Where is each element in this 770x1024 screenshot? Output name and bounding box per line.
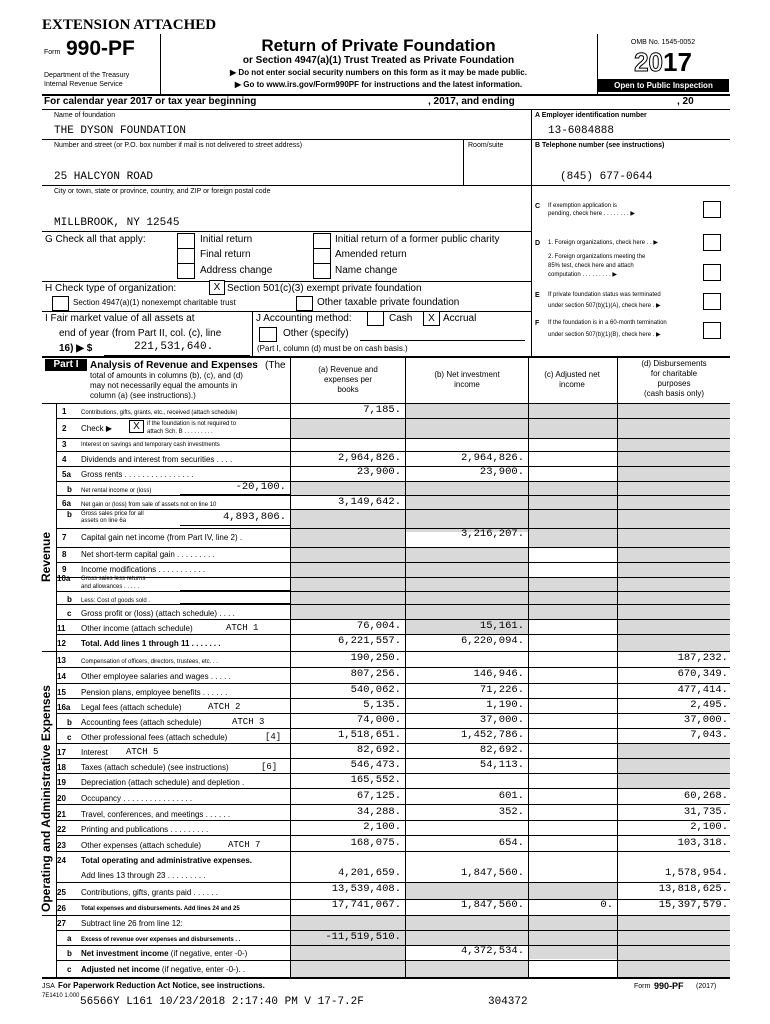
line-21-col-d: 31,735. [683,806,728,818]
line-5b-label: Net rental income or (loss) [81,488,152,494]
rule-h [42,311,531,312]
line-12-col-a: 6,221,557. [337,635,401,647]
ein-label: A Employer identification number [535,112,647,119]
d2-text-2: 85% test, check here and attach [548,263,634,269]
part1-desc-2: may not necessarily equal the amounts in [90,381,238,390]
name-change-checkbox[interactable] [313,263,331,279]
ssn-warning: ▶ Do not enter social security numbers on this form as it may be made public. [230,68,527,77]
name-label: Name of foundation [54,112,116,119]
line-5a-col-b: 23,900. [479,466,524,478]
line-16c-col-a: 1,518,651. [337,729,401,741]
c-checkbox[interactable] [703,201,721,218]
room-suite-label: Room/suite [468,142,504,149]
e-label: E [535,292,540,299]
line-26-col-c: 0. [600,899,613,911]
line-14-col-a: 807,256. [350,668,401,680]
f-text-2: under section 507(b)(1)(B), check here . ▶ [548,332,661,338]
dept-treasury: Department of the Treasury [44,72,130,79]
line-6b-value: 4,893,806. [222,511,286,523]
line-18-label: Taxes (attach schedule) (see instructions) [81,763,229,772]
line-11-col-a: 76,004. [356,620,401,632]
phone-value: (845) 677-0644 [560,171,653,183]
i-line-2: end of year (from Part II, col. (c), line [59,328,222,339]
line-18-col-a: 546,473. [350,759,401,771]
line-5a-label: Gross rents . . . . . . . . . . . . . . . . [81,470,194,479]
line-7-label: Capital gain net income (from Part IV, line 2) . [81,533,243,542]
address-change-label: Address change [200,265,273,276]
col-d-head-3: purposes [657,379,691,388]
4947-label: Section 4947(a)(1) nonexempt charitable trust [73,298,236,307]
line-23-attachment: ATCH 7 [228,840,261,850]
footer-form-label: Form [634,983,651,990]
line-16a-label: Legal fees (attach schedule) [81,703,182,712]
line-18-attachment: [6] [261,762,278,772]
ein-value: 13-6084888 [548,125,615,137]
col-a-head-1: (a) Revenue and [318,365,378,374]
line-25-col-a: 13,539,408. [331,883,401,895]
line-27b-label: Net investment income (if negative, enter -0-) [81,949,248,958]
line-7-col-b: 3,216,207. [460,528,524,540]
other-taxable-checkbox[interactable] [296,296,313,311]
part1-title: Analysis of Revenue and Expenses [90,360,258,371]
line-24-label: Total operating and administrative expenses. [81,856,253,865]
line-5b-value: -20,100. [235,481,286,493]
print-number: 304372 [488,996,528,1008]
i-line-3: 16) ▶ $ [59,343,93,354]
name-change-label: Name change [335,265,398,276]
line-16a-col-a: 5,135. [363,699,401,711]
cash-basis-note: (Part I, column (d) must be on cash basis.) [257,344,408,353]
instructions-link: ▶ Go to www.irs.gov/Form990PF for instructions and the latest information. [234,80,523,89]
initial-former-charity-label: Initial return of a former public charity [335,234,500,245]
form-subtitle: or Section 4947(a)(1) Trust Treated as Private Foundation [242,55,515,66]
f-checkbox[interactable] [703,322,721,339]
footer-form-year: (2017) [696,983,717,990]
line-16a-attachment: ATCH 2 [208,702,241,712]
line-16c-col-b: 1,452,786. [460,729,524,741]
line-14-label: Other employee salaries and wages . . . . . [81,672,231,681]
line-21-col-b: 352. [498,806,524,818]
amended-return-label: Amended return [335,249,407,260]
line-2-text-a: if the foundation is not required to [147,421,237,427]
line-27-label: Subtract line 26 from line 12: [81,919,183,928]
line-10c-label: Gross profit or (loss) (attach schedule) . . . . [81,609,235,618]
initial-return-label: Initial return [200,234,253,245]
line-26-col-d: 15,397,579. [658,899,728,911]
line-15-col-d: 477,414. [677,684,728,696]
line-15-col-b: 71,226. [479,684,524,696]
part1-title-tail: (The [265,360,286,371]
omb-number: OMB No. 1545-0052 [630,39,696,46]
part1-desc-1: total of amounts in columns (b), (c), and (d) [90,371,243,380]
col-d-head-4: (cash basis only) [643,389,705,398]
d-label: D [535,240,541,247]
line-20-label: Occupancy . . . . . . . . . . . . . . . . [81,794,193,803]
line-15-label: Pension plans, employee benefits . . . . . . [81,688,228,697]
line-16c-col-d: 7,043. [690,729,728,741]
org-divider [531,109,532,281]
address-change-checkbox[interactable] [177,263,195,279]
year-bold: 17 [663,47,692,77]
line-6a-col-a: 3,149,642. [337,496,401,508]
line-16c-attachment: [4] [265,732,282,742]
line-23-label: Other expenses (attach schedule) [81,841,202,850]
initial-return-checkbox[interactable] [177,233,195,249]
line-13-col-a: 190,250. [350,652,401,664]
line-4-col-b: 2,964,826. [460,452,524,464]
initial-former-charity-checkbox[interactable] [313,233,331,249]
year-outline: 20 [634,47,663,77]
line-16a-col-b: 1,190. [486,699,524,711]
line-6b-label-1: Gross sales price for all [81,511,144,517]
col-a-head-2: expenses per [323,375,373,384]
rule-name [42,139,730,140]
rule-street [42,185,730,186]
accrual-checkbox[interactable]: X [423,311,440,326]
line-26-label: Total expenses and disbursements. Add lines 24 and 25 [81,906,240,912]
room-divider [463,139,464,185]
def-divider [531,281,532,356]
line-19-label: Depreciation (attach schedule) and depletion . [81,778,245,787]
part1-desc-3: column (a) (see instructions).) [90,391,196,400]
form-number: 990-PF [66,37,135,60]
c-label: C [535,203,541,210]
line-27b-col-b: 4,372,534. [460,945,524,957]
line-21-label: Travel, conferences, and meetings . . . . . . [81,810,231,819]
jsa-label: JSA [42,983,55,990]
line-22-col-d: 2,100. [690,821,728,833]
ij-divider [252,311,253,356]
c-text-1: If exemption application is [548,203,618,209]
part1-badge: Part I [45,359,87,371]
amended-return-checkbox[interactable] [313,248,331,264]
irs-label: Internal Revenue Service [44,81,123,88]
4947-checkbox[interactable] [52,296,69,311]
e-text-1: If private foundation status was terminated [548,292,661,298]
d2-checkbox[interactable] [703,264,721,281]
d1-text: 1. Foreign organizations, check here . . ▶ [548,240,659,246]
line-23-col-d: 103,318. [677,837,728,849]
col-d-head-1: (d) Disbursements [641,359,707,368]
line-16a-col-d: 2,495. [690,699,728,711]
foundation-name: THE DYSON FOUNDATION [54,125,187,137]
cash-checkbox[interactable] [367,311,384,326]
d1-checkbox[interactable] [703,234,721,251]
footer-form-number: 990-PF [654,981,684,991]
line-12-col-b: 6,220,094. [460,635,524,647]
line-1-col-a: 7,185. [363,404,401,416]
other-method-line [360,340,525,341]
line-10b-label: Less: Cost of goods sold . [81,598,151,604]
rule-part1 [42,356,730,358]
col-b-head-2: income [454,380,480,389]
fmv-value: 221,531,640. [134,341,214,353]
rule-g [42,281,531,282]
c-text-2: pending, check here . . . . . . . . ▶ [548,211,635,217]
line-26-col-a: 17,741,067. [331,899,401,911]
tax-year [598,49,728,75]
line-21-col-a: 34,288. [356,806,401,818]
street-label: Number and street (or P.O. box number if mail is not delivered to street address) [54,142,303,149]
form-code: 7E1410 1.000 [42,993,80,999]
line-26-col-b: 1,847,560. [460,899,524,911]
line-9-label: Income modifications . . . . . . . . . . . [81,565,206,574]
form-title: Return of Private Foundation [261,36,496,55]
line-14-col-d: 670,349. [677,668,728,680]
line-11-label: Other income (attach schedule) [81,624,193,633]
d2-text-3: computation . . . . . . . . . ▶ [548,272,617,278]
e-checkbox[interactable] [703,293,721,310]
501c3-checkbox[interactable]: X [209,280,225,295]
line-5a-col-a: 23,900. [356,466,401,478]
line-16b-col-b: 37,000. [479,714,524,726]
calendar-year-label: For calendar year 2017 or tax year beginning [44,96,257,107]
other-method-checkbox[interactable] [259,327,277,342]
open-inspection-badge: Open to Public Inspection [598,79,729,92]
col-a-head-3: books [337,385,359,394]
h-label: H Check type of organization: [45,283,177,294]
col-d-head-2: for charitable [650,369,698,378]
f-label: F [535,320,540,327]
line-17-col-a: 82,692. [356,744,401,756]
line-25-col-d: 13,818,625. [658,883,728,895]
line-22-col-a: 2,100. [363,821,401,833]
line-17-label: Interest [81,748,108,757]
line-20-col-a: 67,125. [356,790,401,802]
print-stamp: 56566Y L161 10/23/2018 2:17:40 PM V 17-7.2F [80,996,364,1008]
col-b-head-1: (b) Net investment [434,370,500,379]
g-label: G Check all that apply: [45,234,146,245]
d2-text-1: 2. Foreign organizations meeting the [548,254,646,260]
line-20-col-d: 60,268. [683,790,728,802]
j-label: J Accounting method: [256,313,352,324]
line-24-col-b: 1,847,560. [460,867,524,879]
calendar-year-end: , 20 [677,96,694,107]
line-8-label: Net short-term capital gain . . . . . . . . . [81,550,215,559]
line-18-col-b: 54,113. [479,759,524,771]
line-16c-label: Other professional fees (attach schedule) [81,733,228,742]
city-state-zip: MILLBROOK, NY 12545 [54,217,180,229]
line-27c-label: Adjusted net income (if negative, enter -0-). . [81,965,246,974]
line-20-col-b: 601. [498,790,524,802]
line-2-checkbox[interactable]: X [129,420,144,433]
line-1-label: Contributions, gifts, grants, etc., received (attach schedule) [81,410,238,416]
line-11-col-b: 15,161. [479,620,524,632]
line-13-col-d: 187,232. [677,652,728,664]
line-11-attachment: ATCH 1 [226,623,259,633]
line-10a-label-2: and allowances . . . . . [81,584,140,590]
line-16b-col-a: 74,000. [356,714,401,726]
line-6b-label-2: assets on line 6a [81,518,127,524]
line-27a-label: Excess of revenue over expenses and disbursements . . [81,937,241,943]
line-13-label: Compensation of officers, directors, trustees, etc. . . [81,659,218,665]
line-16b-attachment: ATCH 3 [232,717,265,727]
line-4-label: Dividends and interest from securities . . . . [81,455,233,464]
line-16b-label: Accounting fees (attach schedule) [81,718,202,727]
i-line-1: I Fair market value of all assets at [45,313,195,324]
calendar-year-mid: , 2017, and ending [428,96,515,107]
e-text-2: under section 507(b)(1)(A), check here . ▶ [548,303,661,309]
expenses-side-label: Operating and Administrative Expenses [39,685,53,912]
line-25-label: Contributions, gifts, grants paid . . . . . . [81,888,218,897]
col-c-head-2: income [559,380,585,389]
form-label: Form [44,49,61,56]
final-return-label: Final return [200,249,251,260]
line-15-col-a: 540,062. [350,684,401,696]
line-6a-label: Net gain or (loss) from sale of assets not on line 10 [81,502,217,508]
col-c-head-1: (c) Adjusted net [544,370,600,379]
line-27a-col-a: -11,519,510. [325,931,401,943]
f-text-1: If the foundation is in a 60-month termination [548,320,667,326]
line-12-label: Total. Add lines 1 through 11 . . . . . . . [81,639,221,648]
line-24-col-d: 1,578,954. [664,867,728,879]
line-22-label: Printing and publications . . . . . . . . . [81,825,209,834]
extension-attached-stamp: EXTENSION ATTACHED [42,17,217,33]
line-23-col-a: 168,075. [350,837,401,849]
street-address: 25 HALCYON ROAD [54,171,154,183]
line-2-text-b: attach Sch. B . . . . . . . . . [147,429,213,435]
paperwork-notice: For Paperwork Reduction Act Notice, see instructions. [58,981,265,990]
cash-label: Cash [389,313,413,324]
line-23-col-b: 654. [498,837,524,849]
line-24-col-a: 4,201,659. [337,867,401,879]
revenue-side-label: Revenue [39,531,53,582]
final-return-checkbox[interactable] [177,248,195,264]
other-method-label: Other (specify) [283,328,349,339]
line-17-attachment: ATCH 5 [126,747,159,757]
line-16b-col-d: 37,000. [683,714,728,726]
line-2-label: Check ▶ [81,424,113,433]
line-19-col-a: 165,552. [350,774,401,786]
accrual-label: Accrual [443,313,477,324]
rule-calendar [42,109,730,110]
line-24-label-2: Add lines 13 through 23 . . . . . . . . . [81,871,206,880]
city-label: City or town, state or province, country, and ZIP or foreign postal code [54,188,271,195]
501c3-label: Section 501(c)(3) exempt private foundation [227,283,422,294]
rule-city [42,231,531,232]
phone-label: B Telephone number (see instructions) [535,142,665,149]
line-3-label: Interest on savings and temporary cash investments [81,442,220,448]
line-17-col-b: 82,692. [479,744,524,756]
other-taxable-label: Other taxable private foundation [317,297,460,308]
line-4-col-a: 2,964,826. [337,452,401,464]
line-14-col-b: 146,946. [473,668,524,680]
line-10a-label-1: Gross sales less returns [81,576,146,582]
